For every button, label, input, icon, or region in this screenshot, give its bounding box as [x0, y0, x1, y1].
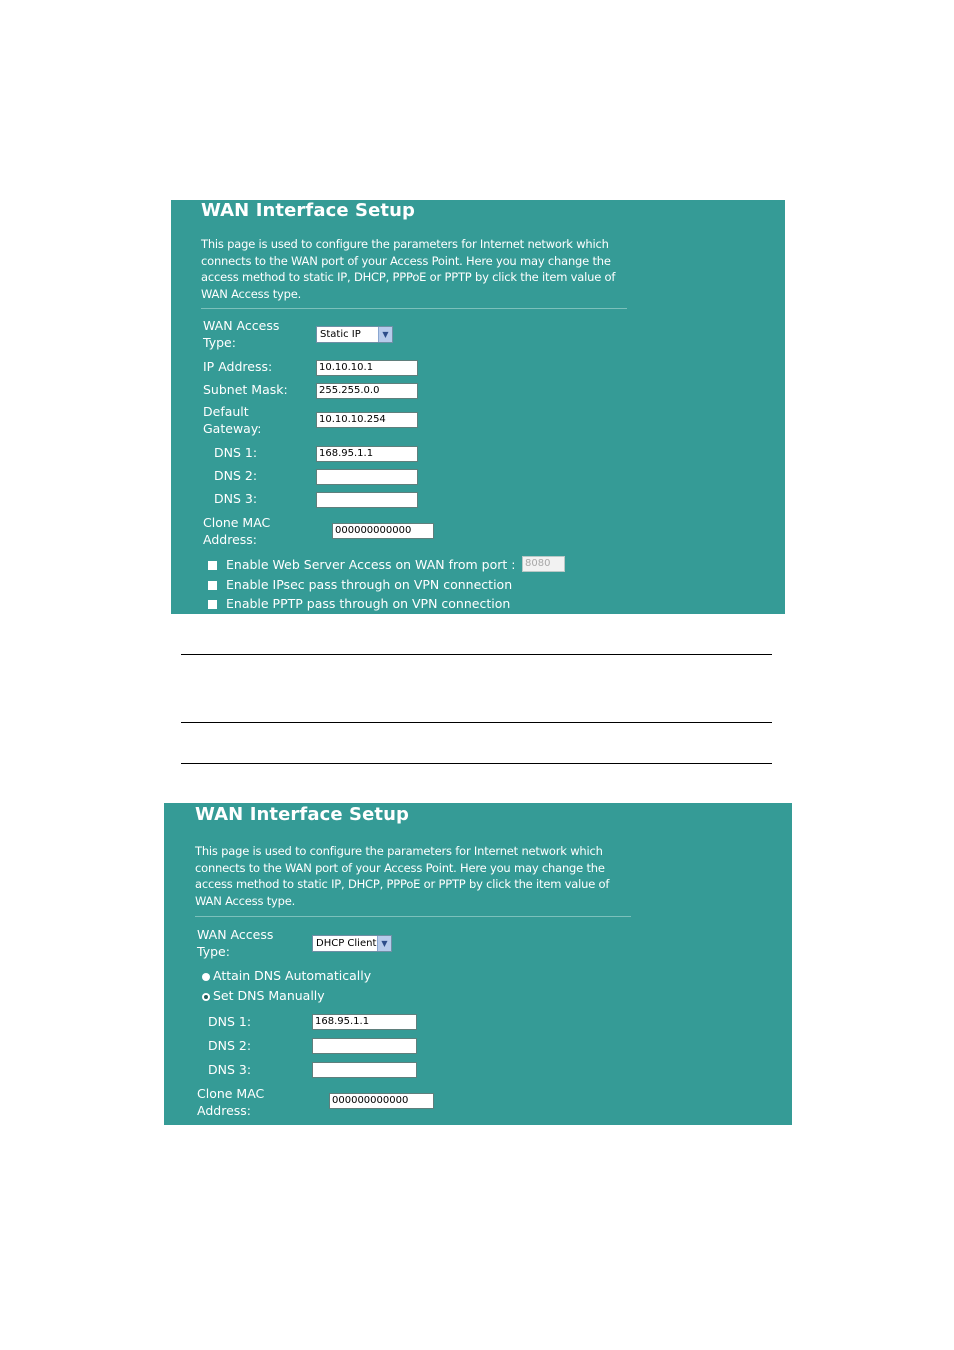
- ip-address-input[interactable]: 10.10.10.1: [316, 360, 418, 376]
- web-access-port-input[interactable]: 8080: [522, 556, 565, 572]
- separator-line: [181, 654, 772, 655]
- dns1-input[interactable]: 168.95.1.1: [312, 1014, 417, 1030]
- ipsec-label: Enable IPsec pass through on VPN connection: [226, 577, 513, 592]
- set-dns-radio[interactable]: [202, 993, 210, 1001]
- chevron-down-icon[interactable]: ▼: [377, 936, 391, 951]
- default-gateway-input[interactable]: 10.10.10.254: [316, 412, 418, 428]
- wan-access-type-select[interactable]: [312, 935, 392, 952]
- web-access-label: Enable Web Server Access on WAN from port :: [226, 557, 516, 572]
- default-gateway-label: Default Gateway:: [203, 404, 262, 436]
- subnet-mask-label: Subnet Mask:: [203, 382, 288, 397]
- dns1-label: DNS 1:: [208, 1014, 252, 1029]
- dns1-input[interactable]: 168.95.1.1: [316, 446, 418, 462]
- dns2-label: DNS 2:: [214, 468, 258, 483]
- description-line: connects to the WAN port of your Access Point. Here you may change the: [201, 253, 611, 268]
- page-title: WAN Interface Setup: [201, 200, 416, 221]
- page-title: WAN Interface Setup: [195, 804, 410, 825]
- wan-setup-dhcp-panel: [164, 803, 792, 1125]
- subnet-mask-input[interactable]: 255.255.0.0: [316, 383, 418, 399]
- pptp-label: Enable PPTP pass through on VPN connection: [226, 596, 511, 611]
- dns2-input[interactable]: [316, 469, 418, 485]
- dns3-label: DNS 3:: [208, 1062, 252, 1077]
- dns3-input[interactable]: [312, 1062, 417, 1078]
- description-line: This page is used to configure the parameters for Internet network which: [201, 237, 609, 251]
- separator-line: [181, 763, 772, 764]
- clone-mac-input[interactable]: 000000000000: [329, 1093, 434, 1109]
- pptp-checkbox[interactable]: [208, 600, 217, 609]
- description-line: This page is used to configure the parameters for Internet network which: [195, 844, 603, 858]
- divider: [201, 308, 627, 309]
- dns2-input[interactable]: [312, 1038, 417, 1054]
- dns1-label: DNS 1:: [214, 445, 258, 460]
- divider: [195, 916, 631, 917]
- wan-access-type-label: WAN Access Type:: [203, 318, 280, 350]
- set-dns-label: Set DNS Manually: [213, 988, 325, 1003]
- clone-mac-label: Clone MAC Address:: [203, 515, 271, 547]
- wan-access-type-value: DHCP Client: [316, 938, 377, 949]
- wan-access-type-value: Static IP: [320, 329, 361, 340]
- page-description: [201, 236, 631, 302]
- dns3-input[interactable]: [316, 492, 418, 508]
- dns3-label: DNS 3:: [214, 491, 258, 506]
- dns2-label: DNS 2:: [208, 1038, 252, 1053]
- wan-access-type-label: WAN Access Type:: [197, 927, 274, 959]
- web-access-checkbox[interactable]: [208, 561, 217, 570]
- description-line: WAN Access type.: [201, 286, 302, 301]
- clone-mac-input[interactable]: 000000000000: [332, 523, 434, 539]
- description-line: WAN Access type.: [195, 893, 296, 908]
- clone-mac-label: Clone MAC Address:: [197, 1086, 265, 1118]
- description-line: connects to the WAN port of your Access Point. Here you may change the: [195, 860, 605, 875]
- description-line: access method to static IP, DHCP, PPPoE or PPTP by click the item value of: [201, 270, 616, 285]
- description-line: access method to static IP, DHCP, PPPoE or PPTP by click the item value of: [195, 877, 610, 892]
- attain-dns-label: Attain DNS Automatically: [213, 968, 372, 983]
- attain-dns-radio[interactable]: [202, 973, 210, 981]
- page-description: [195, 843, 625, 909]
- separator-line: [181, 722, 772, 723]
- wan-setup-static-panel: [171, 200, 785, 614]
- ipsec-checkbox[interactable]: [208, 581, 217, 590]
- chevron-down-icon[interactable]: ▼: [378, 327, 392, 342]
- wan-access-type-select[interactable]: [316, 326, 393, 343]
- ip-address-label: IP Address:: [203, 359, 273, 374]
